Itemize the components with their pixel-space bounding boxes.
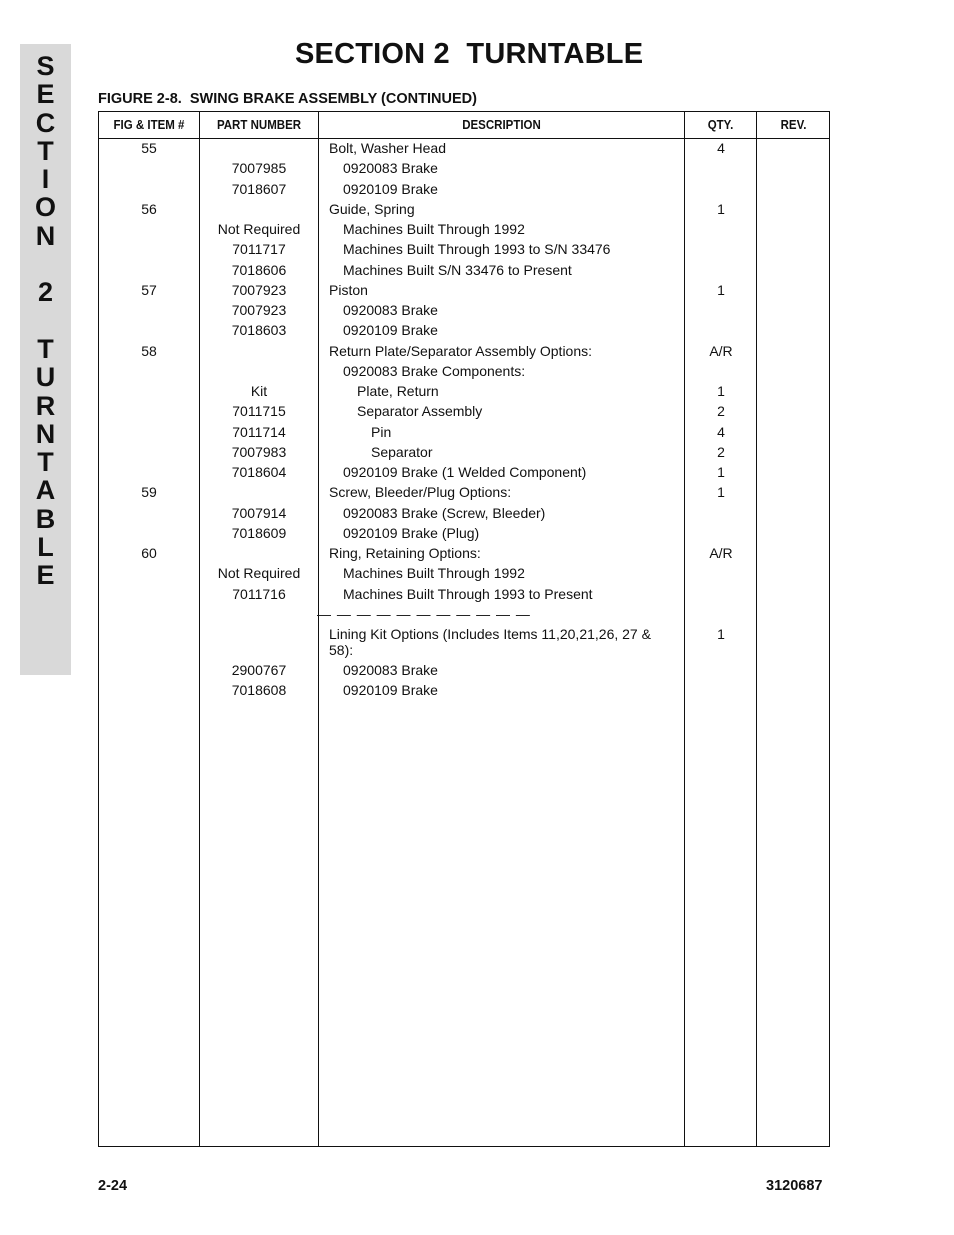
table-row bbox=[99, 483, 829, 503]
side-tab-letter: U bbox=[35, 362, 56, 393]
description-cell: 0920083 Brake bbox=[343, 302, 438, 318]
fig-item-cell: 60 bbox=[141, 545, 157, 561]
description-cell: 0920109 Brake bbox=[343, 180, 438, 197]
table-row bbox=[99, 281, 829, 301]
page-number: 2-24 bbox=[98, 1178, 128, 1194]
figure-title: FIGURE 2-8. SWING BRAKE ASSEMBLY (CONTINUED) bbox=[98, 91, 477, 107]
table-row bbox=[99, 625, 829, 661]
table-row bbox=[99, 159, 829, 179]
table-row bbox=[99, 180, 829, 200]
table-row bbox=[99, 301, 829, 321]
part-number-cell: 7011714 bbox=[232, 423, 286, 440]
table-row bbox=[99, 240, 829, 260]
qty-cell: 1 bbox=[717, 626, 725, 642]
side-tab-letter: E bbox=[36, 79, 55, 110]
table-header-row bbox=[99, 112, 829, 139]
document-number: 3120687 bbox=[766, 1178, 823, 1194]
table-row bbox=[99, 681, 829, 701]
table-row bbox=[99, 139, 829, 159]
table-row bbox=[99, 200, 829, 220]
description-cell: Screw, Bleeder/Plug Options: bbox=[329, 484, 512, 501]
part-number-cell: 7018609 bbox=[231, 524, 287, 541]
side-tab-letter: R bbox=[35, 390, 56, 421]
description-cell: Machines Built Through 1992 bbox=[343, 221, 525, 237]
part-number-cell: 7007914 bbox=[231, 504, 287, 521]
table-row bbox=[99, 504, 829, 524]
description-cell: 0920083 Brake Components: bbox=[343, 362, 526, 379]
parts-table bbox=[98, 111, 830, 1147]
part-number-cell: 7018604 bbox=[231, 464, 287, 480]
qty-cell: A/R bbox=[709, 545, 733, 561]
table-row bbox=[99, 661, 829, 681]
description-cell: Guide, Spring bbox=[329, 200, 415, 217]
description-cell: 0920083 Brake bbox=[343, 662, 438, 678]
description-cell: Machines Built Through 1992 bbox=[343, 565, 525, 582]
part-number-cell: 7007923 bbox=[231, 302, 287, 318]
part-number-cell: 7007983 bbox=[231, 443, 287, 460]
table-row bbox=[99, 585, 829, 605]
table-row bbox=[99, 382, 829, 402]
page-title: SECTION 2 TURNTABLE bbox=[295, 38, 644, 70]
side-tab-letter: N bbox=[35, 220, 56, 251]
part-number-cell: 7011717 bbox=[232, 241, 286, 258]
fig-item-cell: 58 bbox=[141, 342, 157, 359]
side-tab-letter: S bbox=[36, 51, 55, 81]
qty-cell: 1 bbox=[717, 383, 725, 399]
side-tab-letter: N bbox=[35, 418, 56, 449]
table-row bbox=[99, 321, 829, 341]
part-number-cell: 7007985 bbox=[231, 160, 287, 177]
side-tab-letter: A bbox=[35, 475, 56, 506]
header-part-number: PART NUMBER bbox=[216, 118, 302, 132]
qty-cell: 4 bbox=[717, 423, 725, 440]
part-number-cell: Not Required bbox=[217, 565, 301, 582]
qty-cell: 1 bbox=[717, 281, 725, 298]
description-cell: Separator bbox=[371, 443, 433, 460]
table-row bbox=[99, 605, 829, 625]
table-row bbox=[99, 564, 829, 584]
part-number-cell: 2900767 bbox=[231, 662, 287, 678]
part-number-cell: 7018606 bbox=[231, 261, 287, 278]
qty-cell: A/R bbox=[709, 342, 733, 359]
part-number-cell: 7007923 bbox=[231, 281, 287, 298]
part-number-cell: Not Required bbox=[217, 221, 301, 237]
side-tab-letter: T bbox=[37, 447, 54, 478]
header-qty: QTY. bbox=[707, 118, 734, 132]
table-row bbox=[99, 443, 829, 463]
description-cell: 0920109 Brake bbox=[343, 322, 438, 339]
description-cell: Piston bbox=[329, 281, 368, 298]
table-row bbox=[99, 402, 829, 422]
section-side-tab bbox=[20, 44, 71, 675]
part-number-cell: 7018603 bbox=[231, 322, 287, 339]
side-tab-letter: T bbox=[37, 333, 54, 364]
description-cell: Machines Built S/N 33476 to Present bbox=[343, 261, 572, 278]
header-rev: REV. bbox=[780, 118, 807, 132]
description-cell: 0920109 Brake (1 Welded Component) bbox=[343, 464, 587, 480]
qty-cell: 2 bbox=[717, 443, 725, 460]
qty-cell: 1 bbox=[717, 464, 725, 480]
description-cell: 0920109 Brake (Plug) bbox=[343, 524, 480, 541]
description-cell: — — — — — — — — — — — bbox=[317, 605, 531, 622]
part-number-cell: 7011716 bbox=[232, 585, 286, 602]
part-number-cell: 7011715 bbox=[232, 403, 286, 420]
table-row bbox=[99, 544, 829, 564]
description-cell: 0920083 Brake (Screw, Bleeder) bbox=[343, 504, 546, 521]
side-tab-letter: I bbox=[41, 164, 50, 195]
table-row bbox=[99, 463, 829, 483]
fig-item-cell: 59 bbox=[141, 484, 157, 501]
description-cell: 0920083 Brake bbox=[343, 160, 438, 177]
qty-cell: 1 bbox=[717, 200, 725, 217]
description-cell: 0920109 Brake bbox=[343, 682, 438, 699]
table-row bbox=[99, 220, 829, 240]
qty-cell: 2 bbox=[717, 403, 725, 420]
description-cell: Machines Built Through 1993 to S/N 33476 bbox=[343, 241, 611, 258]
table-body bbox=[99, 139, 829, 702]
side-tab-letters bbox=[20, 52, 71, 590]
part-number-cell: 7018608 bbox=[231, 682, 287, 699]
part-number-cell: 7018607 bbox=[231, 180, 287, 197]
description-cell: Return Plate/Separator Assembly Options: bbox=[329, 342, 593, 359]
header-fig-item: FIG & ITEM # bbox=[113, 118, 185, 132]
description-cell: Lining Kit Options (Includes Items 11,20,21,26, 27 & 58): bbox=[329, 626, 651, 658]
table-row bbox=[99, 423, 829, 443]
description-cell: Pin bbox=[371, 423, 392, 440]
side-tab-letter: C bbox=[35, 107, 56, 138]
fig-item-cell: 55 bbox=[141, 140, 157, 156]
part-number-cell: Kit bbox=[250, 383, 268, 399]
side-tab-letter: 2 bbox=[37, 277, 54, 308]
description-cell: Plate, Return bbox=[357, 383, 439, 399]
table-row bbox=[99, 524, 829, 544]
qty-cell: 1 bbox=[717, 484, 725, 501]
side-tab-letter: B bbox=[35, 503, 56, 534]
table-row bbox=[99, 261, 829, 281]
qty-cell: 4 bbox=[717, 140, 725, 156]
side-tab-letter: E bbox=[36, 560, 55, 591]
side-tab-letter: O bbox=[34, 192, 56, 223]
description-cell: Machines Built Through 1993 to Present bbox=[343, 585, 593, 602]
header-description: DESCRIPTION bbox=[462, 118, 541, 132]
description-cell: Ring, Retaining Options: bbox=[329, 545, 481, 561]
description-cell: Separator Assembly bbox=[357, 403, 483, 420]
side-tab-letter: T bbox=[37, 135, 54, 166]
fig-item-cell: 57 bbox=[141, 281, 157, 298]
description-cell: Bolt, Washer Head bbox=[329, 140, 446, 156]
table-row bbox=[99, 342, 829, 362]
fig-item-cell: 56 bbox=[141, 200, 157, 217]
table-row bbox=[99, 362, 829, 382]
side-tab-letter: L bbox=[37, 532, 54, 563]
